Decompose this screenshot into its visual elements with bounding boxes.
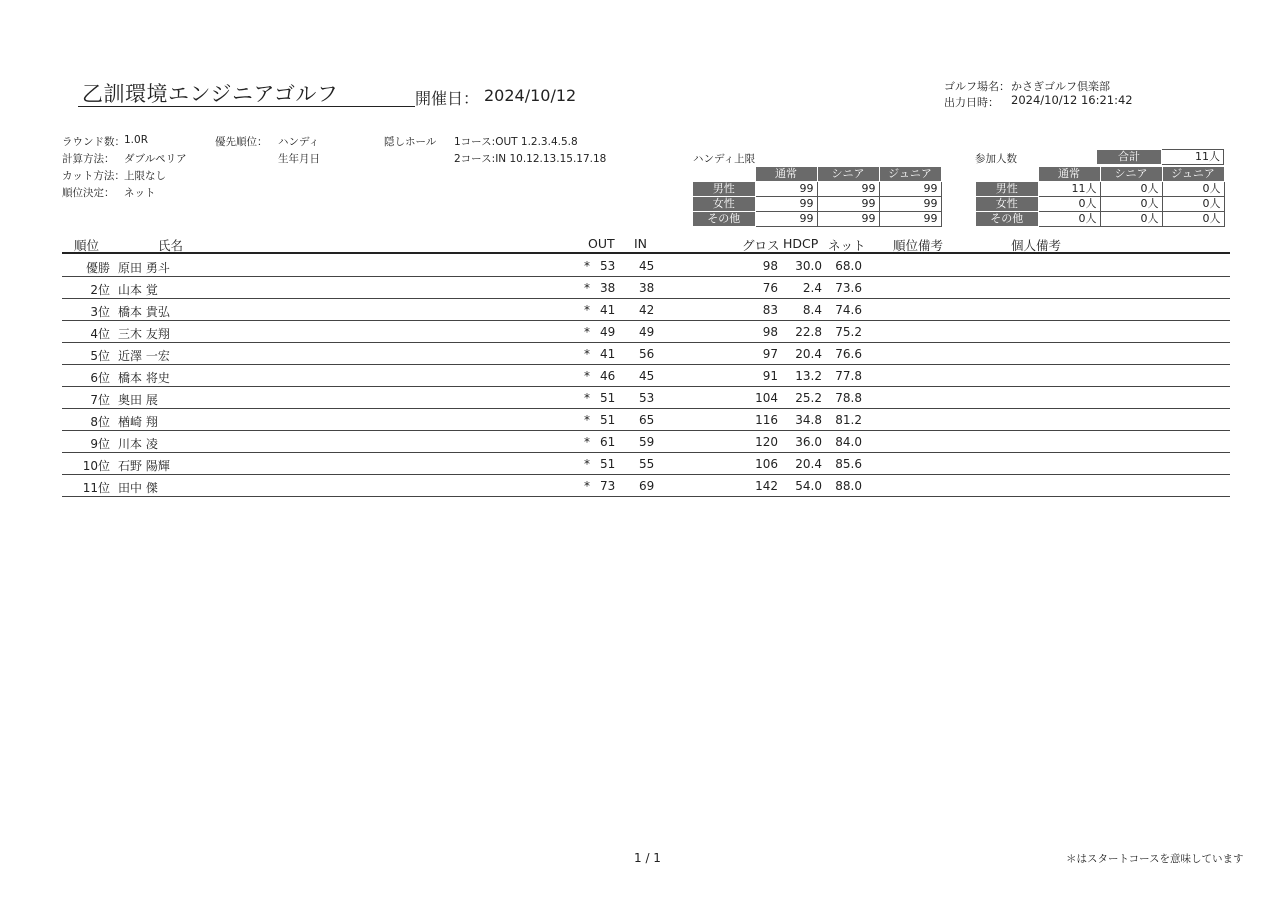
handicap-row-other: その他 <box>693 212 756 227</box>
net-cell: 76.6 <box>835 347 862 361</box>
handicap-col-senior: シニア <box>817 167 879 182</box>
gross-cell: 76 <box>762 281 778 295</box>
hdcp-cell: 8.4 <box>802 303 822 317</box>
out-cell: 61 <box>600 435 616 449</box>
rank-cell: 6位 <box>90 371 110 385</box>
start-course-mark: * <box>584 391 590 405</box>
col-header-gross: グロス <box>742 238 780 253</box>
participants-row-other: その他 <box>976 212 1039 227</box>
priority-value: ハンディ <box>278 136 320 148</box>
name-cell: 原田 勇斗 <box>118 261 170 275</box>
calc-method-label: 計算方法： <box>62 153 115 165</box>
out-cell: 51 <box>600 413 616 427</box>
col-header-out: OUT <box>588 236 615 251</box>
table-row <box>62 386 1230 409</box>
table-row <box>62 474 1230 497</box>
name-cell: 楢崎 翔 <box>118 415 158 429</box>
hidden-course-1: 1コース:OUT 1.2.3.4.5.8 <box>454 136 578 148</box>
start-course-mark: * <box>584 435 590 449</box>
hdcp-cell: 36.0 <box>795 435 822 449</box>
table-row <box>62 276 1230 299</box>
net-cell: 68.0 <box>835 259 862 273</box>
event-date-value: 2024/10/12 <box>484 86 577 105</box>
rank-cell: 2位 <box>90 283 110 297</box>
participants-table <box>975 166 1225 227</box>
col-header-rank: 順位 <box>74 238 100 253</box>
start-course-mark: * <box>584 325 590 339</box>
event-date-label: 開催日： <box>415 89 480 108</box>
cut-method-label: カット方法： <box>62 170 125 182</box>
gross-cell: 91 <box>762 369 778 383</box>
table-row <box>62 364 1230 387</box>
handicap-col-junior: ジュニア <box>879 167 941 182</box>
net-cell: 73.6 <box>835 281 862 295</box>
table-row <box>62 408 1230 431</box>
name-cell: 三木 友翔 <box>118 327 170 341</box>
hdcp-cell: 20.4 <box>795 347 822 361</box>
handicap-row-male: 男性 <box>693 182 756 197</box>
hdcp-cell: 20.4 <box>795 457 822 471</box>
name-cell: 山本 覚 <box>118 283 158 297</box>
in-cell: 56 <box>639 347 655 361</box>
start-course-mark: * <box>584 347 590 361</box>
name-cell: 近澤 一宏 <box>118 349 170 363</box>
participants-cell: 0人 <box>1038 212 1100 227</box>
rank-cell: 8位 <box>90 415 110 429</box>
rank-cell: 優勝 <box>85 261 110 275</box>
handicap-cell: 99 <box>817 182 879 197</box>
start-course-mark: * <box>584 303 590 317</box>
in-cell: 53 <box>639 391 655 405</box>
participants-total-table <box>1096 149 1224 165</box>
table-row <box>62 320 1230 343</box>
handicap-cell: 99 <box>817 197 879 212</box>
rank-cell: 10位 <box>82 459 110 473</box>
net-cell: 88.0 <box>835 479 862 493</box>
round-count-value: 1.0R <box>124 134 148 146</box>
table-row <box>62 254 1230 277</box>
title-underline <box>78 106 415 107</box>
participants-row-male: 男性 <box>976 182 1039 197</box>
name-cell: 橋本 貴弘 <box>118 305 170 319</box>
participants-col-senior: シニア <box>1100 167 1162 182</box>
hdcp-cell: 22.8 <box>795 325 822 339</box>
out-cell: 49 <box>600 325 616 339</box>
gross-cell: 83 <box>762 303 778 317</box>
start-course-mark: * <box>584 281 590 295</box>
hdcp-cell: 2.4 <box>802 281 822 295</box>
out-cell: 53 <box>600 259 616 273</box>
course-name-value: かさぎゴルフ倶楽部 <box>1011 80 1110 93</box>
round-count-label: ラウンド数： <box>62 136 125 148</box>
out-cell: 41 <box>600 303 616 317</box>
out-cell: 46 <box>600 369 616 383</box>
participants-cell: 0人 <box>1162 182 1224 197</box>
in-cell: 38 <box>639 281 655 295</box>
gross-cell: 142 <box>755 479 778 493</box>
net-cell: 78.8 <box>835 391 862 405</box>
gross-cell: 120 <box>755 435 778 449</box>
hdcp-cell: 54.0 <box>795 479 822 493</box>
participants-row-female: 女性 <box>976 197 1039 212</box>
start-course-mark: * <box>584 479 590 493</box>
handicap-cell: 99 <box>755 212 817 227</box>
table-row <box>62 452 1230 475</box>
rank-cell: 5位 <box>90 349 110 363</box>
gross-cell: 98 <box>762 259 778 273</box>
in-cell: 45 <box>639 259 655 273</box>
out-cell: 38 <box>600 281 616 295</box>
out-cell: 51 <box>600 391 616 405</box>
handicap-limit-title: ハンディ上限 <box>693 153 756 165</box>
hdcp-cell: 34.8 <box>795 413 822 427</box>
net-cell: 74.6 <box>835 303 862 317</box>
gross-cell: 104 <box>755 391 778 405</box>
col-header-personal-note: 個人備考 <box>1011 238 1062 253</box>
participants-cell: 11人 <box>1038 182 1100 197</box>
handicap-cell: 99 <box>755 197 817 212</box>
in-cell: 45 <box>639 369 655 383</box>
in-cell: 42 <box>639 303 655 317</box>
course-name-label: ゴルフ場名： <box>944 80 1010 93</box>
out-cell: 41 <box>600 347 616 361</box>
participants-col-normal: 通常 <box>1038 167 1100 182</box>
hdcp-cell: 13.2 <box>795 369 822 383</box>
participants-cell: 0人 <box>1100 197 1162 212</box>
participants-total-label: 合計 <box>1097 150 1162 165</box>
gross-cell: 116 <box>755 413 778 427</box>
output-datetime-value: 2024/10/12 16:21:42 <box>1011 93 1133 107</box>
rank-cell: 3位 <box>90 305 110 319</box>
table-row <box>62 430 1230 453</box>
participants-title: 参加人数 <box>975 153 1017 165</box>
name-cell: 奥田 展 <box>118 393 158 407</box>
in-cell: 69 <box>639 479 655 493</box>
in-cell: 55 <box>639 457 655 471</box>
participants-cell: 0人 <box>1162 212 1224 227</box>
net-cell: 77.8 <box>835 369 862 383</box>
calc-method-value: ダブルペリア <box>124 153 187 165</box>
cut-method-value: 上限なし <box>124 170 166 182</box>
start-course-mark: * <box>584 259 590 273</box>
name-cell: 川本 凌 <box>118 437 158 451</box>
hidden-course-2: 2コース:IN 10.12.13.15.17.18 <box>454 153 607 165</box>
net-cell: 81.2 <box>835 413 862 427</box>
handicap-cell: 99 <box>879 182 941 197</box>
handicap-limit-table <box>692 166 942 227</box>
table-row <box>62 298 1230 321</box>
priority-value-2: 生年月日 <box>278 153 320 165</box>
rank-cell: 4位 <box>90 327 110 341</box>
net-cell: 75.2 <box>835 325 862 339</box>
handicap-cell: 99 <box>755 182 817 197</box>
participants-cell: 0人 <box>1100 182 1162 197</box>
in-cell: 49 <box>639 325 655 339</box>
col-header-in: IN <box>634 236 648 251</box>
out-cell: 51 <box>600 457 616 471</box>
page-title: 乙訓環境エンジニアゴルフ <box>82 82 339 106</box>
start-course-mark: * <box>584 413 590 427</box>
name-cell: 石野 陽輝 <box>118 459 170 473</box>
table-row <box>62 342 1230 365</box>
rank-cell: 9位 <box>90 437 110 451</box>
gross-cell: 98 <box>762 325 778 339</box>
ranking-method-value: ネット <box>124 187 156 199</box>
output-datetime-label: 出力日時： <box>944 96 999 109</box>
participants-cell: 0人 <box>1038 197 1100 212</box>
hdcp-cell: 25.2 <box>795 391 822 405</box>
in-cell: 59 <box>639 435 655 449</box>
net-cell: 85.6 <box>835 457 862 471</box>
name-cell: 田中 傑 <box>118 481 158 495</box>
participants-cell: 0人 <box>1162 197 1224 212</box>
start-course-footnote: ＊はスタートコースを意味しています <box>1066 853 1244 865</box>
hdcp-cell: 30.0 <box>795 259 822 273</box>
col-header-net: ネット <box>828 238 866 253</box>
handicap-cell: 99 <box>817 212 879 227</box>
page-number: 1 / 1 <box>634 851 661 865</box>
col-header-hdcp: HDCP <box>783 236 819 251</box>
out-cell: 73 <box>600 479 616 493</box>
participants-total-value: 11人 <box>1162 150 1224 165</box>
start-course-mark: * <box>584 369 590 383</box>
ranking-method-label: 順位決定： <box>62 187 115 199</box>
priority-label: 優先順位： <box>215 136 268 148</box>
handicap-cell: 99 <box>879 212 941 227</box>
handicap-row-female: 女性 <box>693 197 756 212</box>
gross-cell: 106 <box>755 457 778 471</box>
rank-cell: 7位 <box>90 393 110 407</box>
start-course-mark: * <box>584 457 590 471</box>
hidden-hole-label: 隠しホール <box>384 136 437 148</box>
net-cell: 84.0 <box>835 435 862 449</box>
handicap-col-normal: 通常 <box>755 167 817 182</box>
handicap-cell: 99 <box>879 197 941 212</box>
participants-col-junior: ジュニア <box>1162 167 1224 182</box>
col-header-rank-note: 順位備考 <box>893 238 944 253</box>
gross-cell: 97 <box>762 347 778 361</box>
name-cell: 橋本 将史 <box>118 371 170 385</box>
rank-cell: 11位 <box>82 481 110 495</box>
in-cell: 65 <box>639 413 655 427</box>
participants-cell: 0人 <box>1100 212 1162 227</box>
col-header-name: 氏名 <box>158 238 184 253</box>
